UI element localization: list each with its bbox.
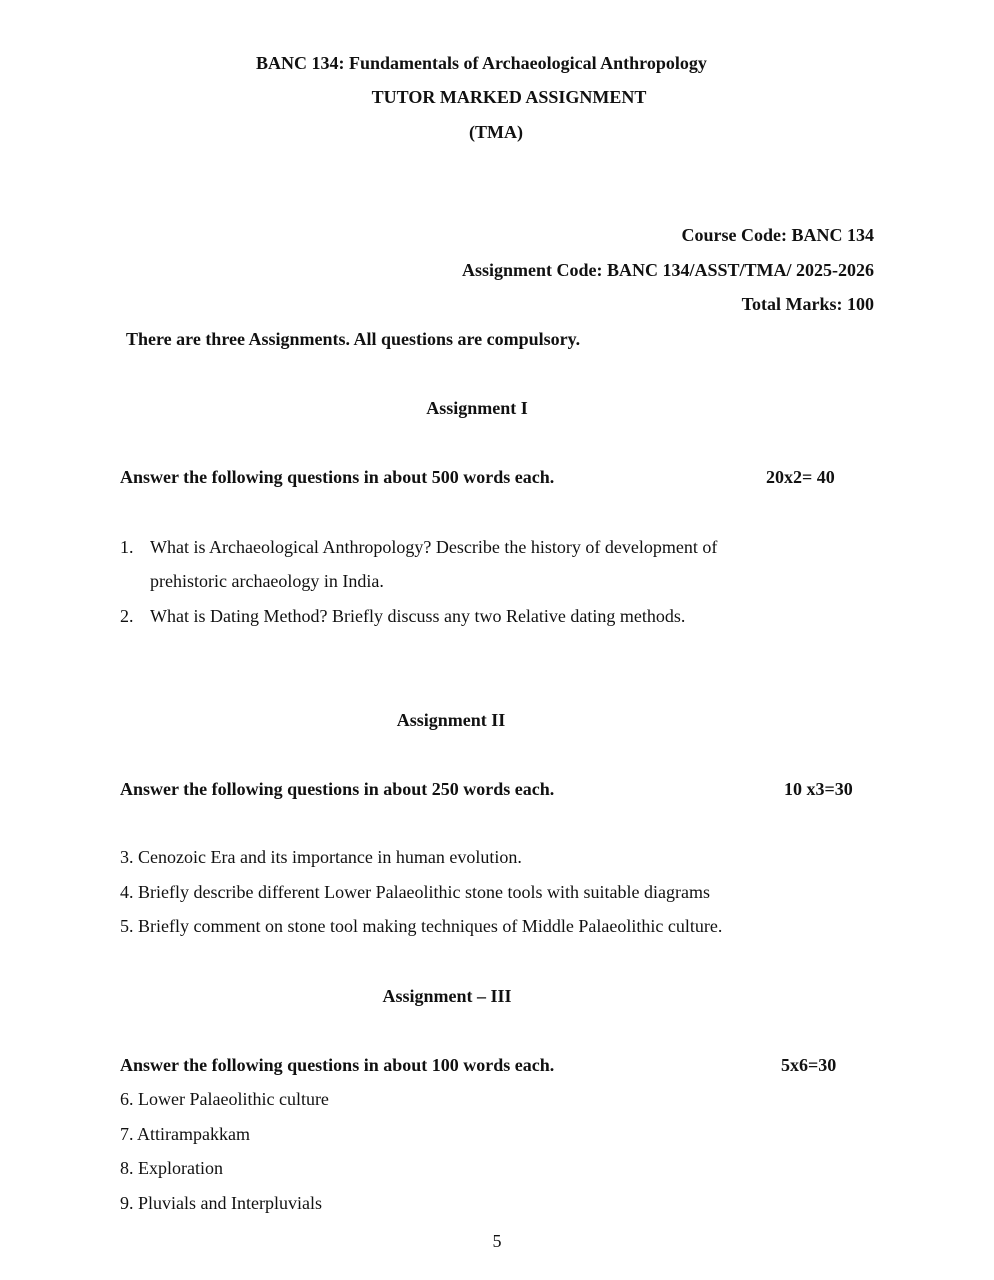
question-item: 9. Pluvials and Interpluvials <box>120 1193 322 1213</box>
question-number: 1. <box>120 537 134 557</box>
section-marks-1: 20x2= 40 <box>766 467 835 487</box>
question-item: 7. Attirampakkam <box>120 1124 250 1144</box>
question-text: What is Archaeological Anthropology? Describe the history of development of <box>150 537 718 557</box>
question-item: 3. Cenozoic Era and its importance in human evolution. <box>120 847 522 867</box>
section-marks-3: 5x6=30 <box>781 1055 837 1075</box>
question-item: 8. Exploration <box>120 1158 223 1178</box>
question-item: 5. Briefly comment on stone tool making techniques of Middle Palaeolithic culture. <box>120 916 723 936</box>
assignment-type-heading: TUTOR MARKED ASSIGNMENT <box>371 87 647 107</box>
section-title-assignment-1: Assignment I <box>426 398 528 418</box>
section-instruction-1: Answer the following questions in about 500 words each. <box>120 467 555 487</box>
section-instruction-3: Answer the following questions in about 100 words each. <box>120 1055 555 1075</box>
question-number: 2. <box>120 606 134 626</box>
question-item: 6. Lower Palaeolithic culture <box>120 1089 329 1109</box>
section-title-assignment-3: Assignment – III <box>382 986 512 1006</box>
course-code: Course Code: BANC 134 <box>681 225 874 245</box>
tma-abbrev: (TMA) <box>469 122 523 142</box>
question-text-continued: prehistoric archaeology in India. <box>150 571 384 591</box>
section-marks-2: 10 x3=30 <box>784 779 853 799</box>
section-instruction-2: Answer the following questions in about 250 words each. <box>120 779 555 799</box>
general-instructions: There are three Assignments. All questions are compulsory. <box>126 329 581 349</box>
question-text: What is Dating Method? Briefly discuss any two Relative dating methods. <box>150 606 686 626</box>
page-number: 5 <box>492 1231 502 1251</box>
question-item: 4. Briefly describe different Lower Palaeolithic stone tools with suitable diagrams <box>120 882 711 902</box>
assignment-code: Assignment Code: BANC 134/ASST/TMA/ 2025-2026 <box>461 260 874 280</box>
section-title-assignment-2: Assignment II <box>396 710 506 730</box>
total-marks: Total Marks: 100 <box>741 294 874 314</box>
course-title: BANC 134: Fundamentals of Archaeological Anthropology <box>256 53 707 73</box>
